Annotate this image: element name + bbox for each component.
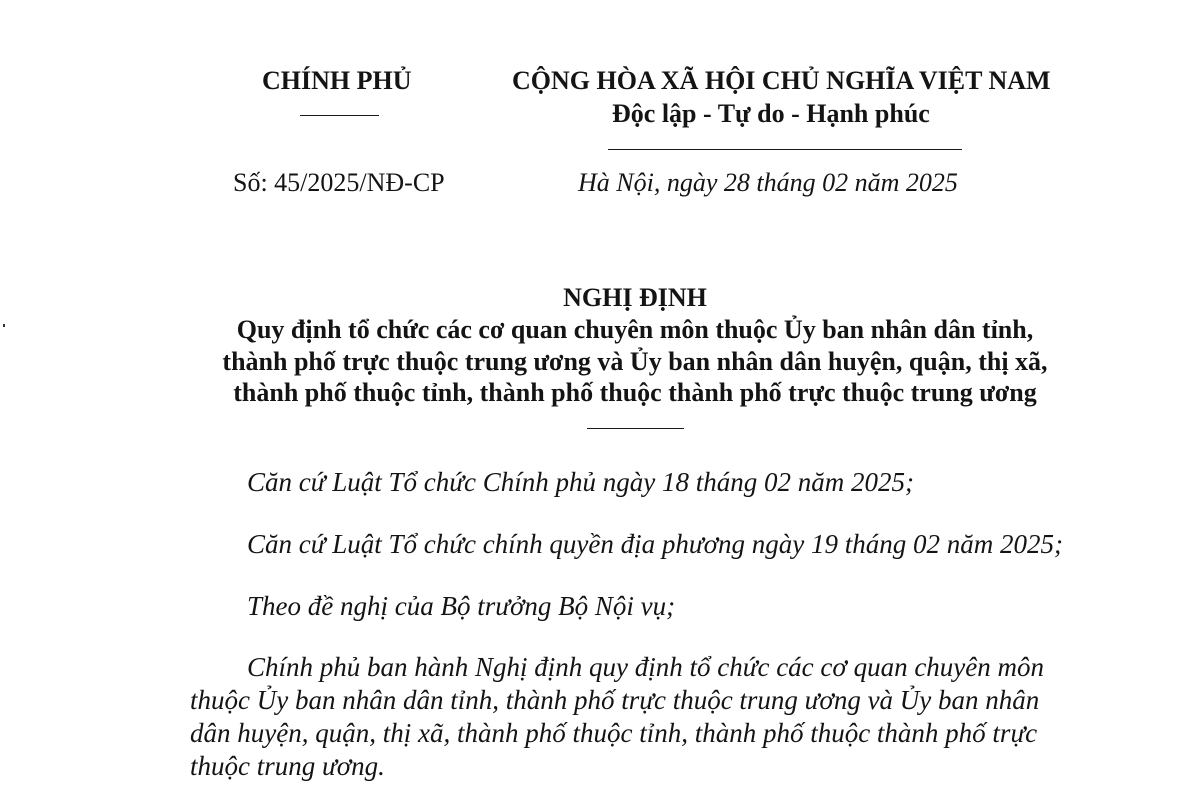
- promulgation-paragraph: [190, 651, 1150, 783]
- document-title: [140, 282, 1130, 409]
- country-name: CỘNG HÒA XÃ HỘI CHỦ NGHĨA VIỆT NAM: [512, 66, 1051, 95]
- promulgation-line-1: Chính phủ ban hành Nghị định quy định tổ chức các cơ quan chuyên môn: [247, 652, 1045, 682]
- subject-line-1: Quy định tổ chức các cơ quan chuyên môn thuộc Ủy ban nhân dân tỉnh,: [236, 315, 1034, 344]
- promulgation-line-4: thuộc trung ương.: [190, 751, 385, 781]
- scan-speck: [3, 324, 5, 327]
- subject-line-3: thành phố thuộc tỉnh, thành phố thuộc thành phố trực thuộc trung ương: [233, 378, 1037, 407]
- issuer-name: CHÍNH PHỦ: [262, 66, 412, 95]
- motto-underline: [608, 149, 962, 150]
- document-number: Số: 45/2025/NĐ-CP: [233, 168, 445, 197]
- promulgation-line-3: dân huyện, quận, thị xã, thành phố thuộc tỉnh, thành phố thuộc thành phố trực: [190, 718, 1038, 748]
- legal-basis-2: Căn cứ Luật Tổ chức chính quyền địa phương ngày 19 tháng 02 năm 2025;: [247, 529, 1064, 559]
- subject-line-2: thành phố trực thuộc trung ương và Ủy ban nhân dân huyện, quận, thị xã,: [222, 346, 1048, 376]
- national-motto: Độc lập - Tự do - Hạnh phúc: [612, 99, 930, 128]
- issuer-underline: [300, 115, 379, 116]
- place-and-date: Hà Nội, ngày 28 tháng 02 năm 2025: [578, 168, 958, 197]
- title-underline: [587, 428, 684, 429]
- legal-basis-3: Theo đề nghị của Bộ trưởng Bộ Nội vụ;: [247, 591, 676, 621]
- document-type: NGHỊ ĐỊNH: [563, 283, 707, 312]
- promulgation-line-2: thuộc Ủy ban nhân dân tỉnh, thành phố trực thuộc trung ương và Ủy ban nhân: [190, 685, 1040, 715]
- legal-basis-1: Căn cứ Luật Tổ chức Chính phủ ngày 18 tháng 02 năm 2025;: [247, 467, 914, 497]
